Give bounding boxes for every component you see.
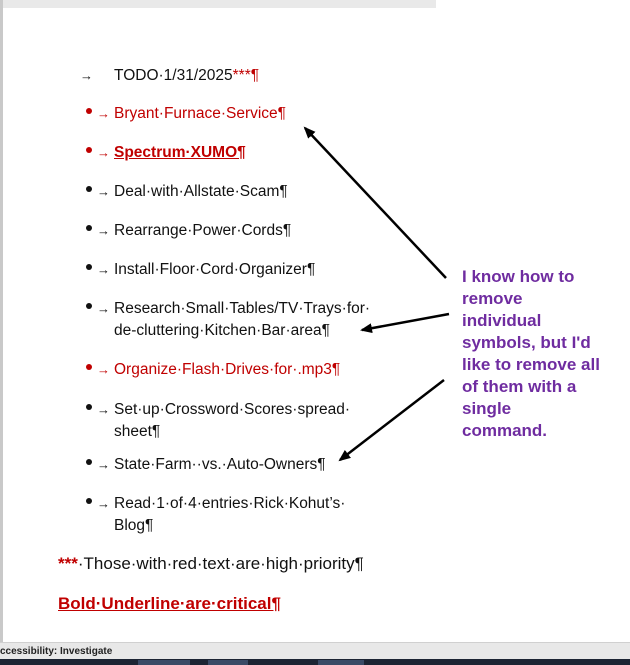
list-item-text: Install·Floor·Cord·Organizer¶ [114, 261, 316, 278]
tab-arrow-icon: → [97, 223, 110, 238]
list-item-text: sheet¶ [114, 423, 161, 440]
tab-arrow-icon: → [97, 184, 110, 199]
taskbar-app-icon[interactable] [318, 660, 364, 665]
list-item-text: Deal·with·Allstate·Scam¶ [114, 183, 288, 200]
note-text: Bold·Underline·are·critical¶ [58, 594, 281, 613]
tab-arrow-icon: → [97, 145, 110, 160]
accessibility-status[interactable]: ccessibility: Investigate [0, 646, 113, 657]
tab-arrow-icon: → [80, 68, 93, 83]
taskbar-app-icon[interactable] [138, 660, 190, 665]
list-item-text: Research·Small·Tables/TV·Trays·for· [114, 300, 371, 317]
list-item-text: Spectrum·XUMO¶ [114, 144, 246, 161]
todo-date-text: TODO·1/31/2025 [114, 67, 233, 84]
tab-arrow-icon: → [97, 457, 110, 472]
todo-marker: *** [232, 67, 251, 84]
list-item-text: Rearrange·Power·Cords¶ [114, 222, 292, 239]
tab-arrow-icon: → [97, 496, 110, 511]
list-item-text: Set·up·Crossword·Scores·spread· [114, 401, 351, 418]
list-item-text: State·Farm··vs.·Auto-Owners¶ [114, 456, 326, 473]
list-item-text: Organize·Flash·Drives·for·.mp3¶ [114, 361, 341, 378]
annotation-arrow [362, 314, 449, 330]
tab-arrow-icon: → [97, 402, 110, 417]
list-item-text: Bryant·Furnace·Service¶ [114, 105, 286, 122]
todo-pilcrow: ¶ [250, 67, 260, 84]
taskbar-app-icon[interactable] [208, 660, 248, 665]
list-item-text: Blog¶ [114, 517, 154, 534]
annotation-arrow [340, 380, 444, 460]
status-bar[interactable] [0, 642, 630, 660]
list-item-text: Read·1·of·4·entries·Rick·Kohut’s· [114, 495, 346, 512]
annotation-arrow [305, 128, 446, 278]
taskbar [0, 659, 630, 665]
list-item-text: de-cluttering·Kitchen·Bar·area¶ [114, 322, 330, 339]
tab-arrow-icon: → [97, 106, 110, 121]
note-marker: *** [58, 554, 78, 573]
tab-arrow-icon: → [97, 262, 110, 277]
tab-arrow-icon: → [97, 301, 110, 316]
annotation-callout: I know how to remove individual symbols, but I'd like to remove all of them with a single command. [462, 267, 600, 440]
note-text: ·Those·with·red·text·are·high·priority¶ [77, 554, 364, 573]
tab-arrow-icon: → [97, 362, 110, 377]
